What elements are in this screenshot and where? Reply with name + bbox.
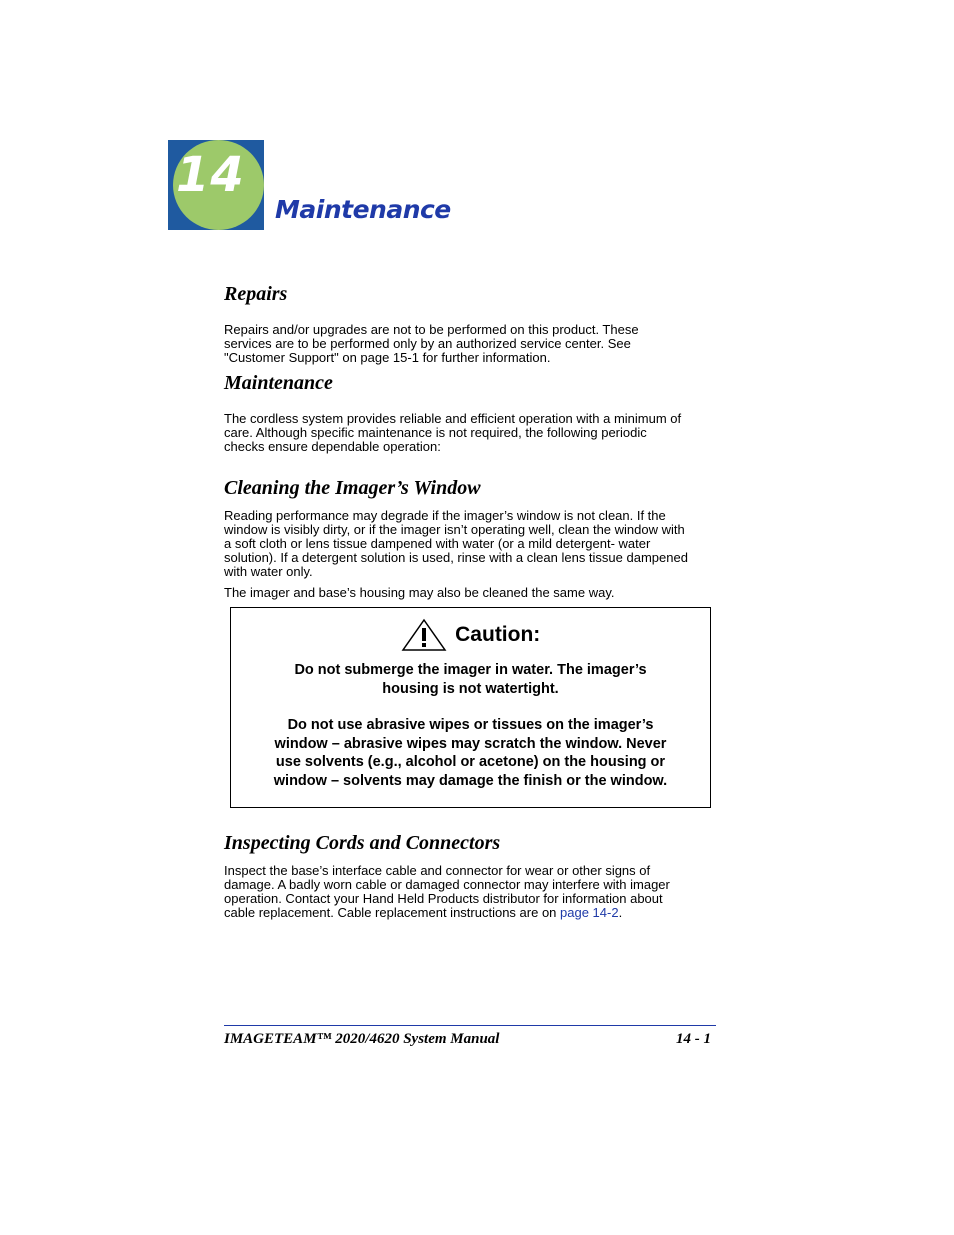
page-link[interactable]: page 14-2: [560, 905, 619, 920]
chapter-title: Maintenance: [275, 195, 451, 224]
warning-triangle-icon: [401, 618, 447, 652]
repairs-paragraph: Repairs and/or upgrades are not to be performed on this product. These services are to be performed only by an authorized service center. See "Customer Support" on page 15-1 for further information.: [224, 322, 639, 365]
section-heading-cleaning: Cleaning the Imager’s Window: [224, 477, 481, 499]
section-heading-maintenance: Maintenance: [224, 372, 333, 394]
caution-text-abrasive: Do not use abrasive wipes or tissues on the imager’s window – abrasive wipes may scratch the window. Never use solvents (e.g., alcohol or acetone) on the housing or window – solvents may damage the finish or the window.: [273, 717, 668, 790]
section-heading-inspecting: Inspecting Cords and Connectors: [224, 832, 501, 854]
footer-manual-title: IMAGETEAM™ 2020/4620 System Manual: [224, 1031, 500, 1047]
inspecting-text: Inspect the base’s interface cable and connector for wear or other signs of damage. A badly worn cable or damaged connector may interfere with imager operation. Contact your Hand Held Products distributor for information about cable replacement. Cable replacement instructions are on: [224, 863, 670, 920]
footer-rule: [224, 1025, 716, 1026]
section-heading-repairs: Repairs: [224, 283, 288, 305]
caution-text-submerge: Do not submerge the imager in water. The imager’s housing is not watertight.: [294, 662, 647, 697]
maintenance-paragraph: The cordless system provides reliable and efficient operation with a minimum of care. Although specific maintenance is not required, the following periodic checks ensure dependable operation:: [224, 411, 682, 454]
cleaning-paragraph: Reading performance may degrade if the imager’s window is not clean. If the window is visibly dirty, or if the imager isn’t operating well, clean the window with a soft cloth or lens tissue dampened with water (or a mild detergent- water solution). If a detergent solution is used, rinse with a clean lens tissue dampened with water only.: [224, 508, 688, 579]
inspecting-text-end: .: [618, 905, 623, 920]
footer-page-number: 14 - 1: [676, 1031, 711, 1047]
caution-header: [231, 618, 710, 652]
chapter-number: 14: [176, 147, 245, 203]
caution-title: Caution:: [455, 623, 541, 646]
inspecting-paragraph: [224, 864, 716, 920]
cleaning-housing-paragraph: The imager and base’s housing may also be cleaned the same way.: [224, 585, 615, 600]
caution-box: [230, 607, 711, 808]
